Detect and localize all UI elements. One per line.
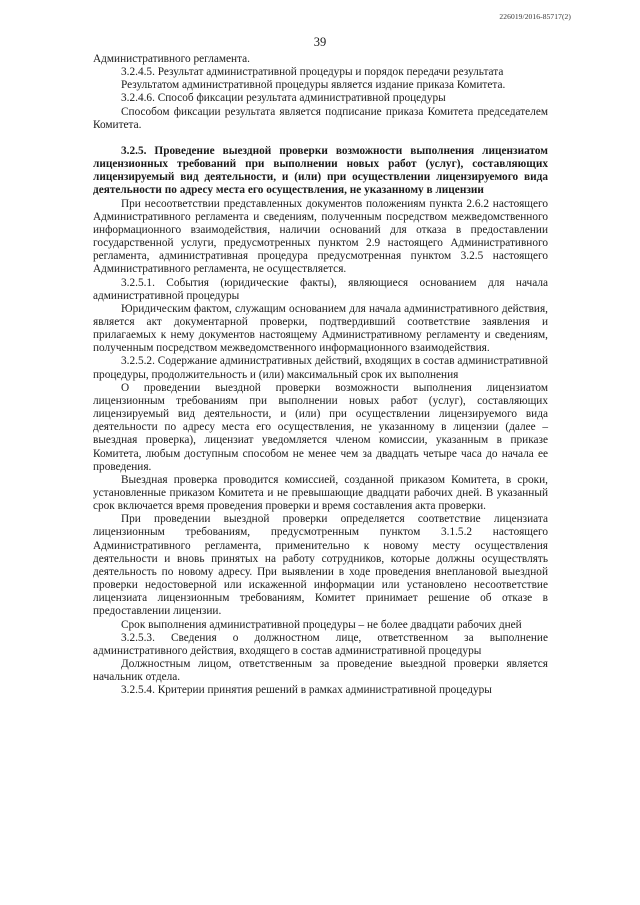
paragraph: 3.2.4.6. Способ фиксации результата административной процедуры <box>121 92 446 105</box>
document-body <box>93 53 548 698</box>
paragraph: Должностным лицом, ответственным за проведение выездной проверки является начальник отдела. <box>93 658 548 684</box>
paragraph: При проведении выездной проверки определяется соответствие лицензиата лицензионным требованиям, предусмотренным пунктом 3.1.5.2 настоящего Административного регламента, применительно к новому месту осуществления деятельности и вновь принятых на работу сотрудников, которые должны осуществлять деятельность по новому адресу. При выявлении в ходе проведения внеплановой выездной проверки недостоверной или искаженной информации или установлено несоответствие лицензиата лицензионным требованиям, Комитет принимает решение об отказе в предоставлении лицензии. <box>93 513 548 618</box>
paragraph: 3.2.5.4. Критерии принятия решений в рамках административной процедуры <box>121 684 492 697</box>
paragraph: Выездная проверка проводится комиссией, созданной приказом Комитета, в сроки, установленные приказом Комитета и не превышающие двадцати рабочих дней. В указанный срок включается время проведения проверки и время составления акта проверки. <box>93 473 548 513</box>
paragraph: Юридическим фактом, служащим основанием для начала административного действия, является акт документарной проверки, подтвердивший соответствие заявления и прилагаемых к нему документов настоящему Административному регламенту и сведениям, полученным посредством межведомственного информационного взаимодействия. <box>93 302 548 355</box>
paragraph-spacer <box>93 132 548 145</box>
paragraph: Срок выполнения административной процедуры – не более двадцати рабочих дней <box>121 618 522 631</box>
paragraph: Способом фиксации результата является подписание приказа Комитета председателем Комитета. <box>93 105 548 131</box>
paragraph: Результатом административной процедуры является издание приказа Комитета. <box>121 79 506 92</box>
paragraph: Административного регламента. <box>93 53 250 65</box>
page-number: 39 <box>313 35 327 49</box>
paragraph: 3.2.5.3. Сведения о должностном лице, ответственном за выполнение административного действия, входящего в состав административной процедуры <box>93 631 548 657</box>
paragraph: О проведении выездной проверки возможности выполнения лицензиатом лицензионным требованиям при выполнении новых работ (услуг), составляющих лицензируемый вид деятельности, и (или) при осуществлении лицензируемого вида деятельности по адресу места его осуществления, не указанному в лицензии (далее – выездная проверка), лицензиат уведомляется членом комиссии, указанным в приказе Комитета, любым доступным способом не менее чем за двадцать четыре часа до начала ее проведения. <box>93 381 548 473</box>
paragraph: 3.2.4.5. Результат административной процедуры и порядок передачи результата <box>121 66 504 79</box>
paragraph: 3.2.5.2. Содержание административных действий, входящих в состав административной процедуры, продолжительность и (или) максимальный срок их выполнения <box>93 355 548 381</box>
paragraph: При несоответствии представленных документов положениям пункта 2.6.2 настоящего Административного регламента и сведениям, полученным посредством межведомственного информационного взаимодействия, наличии оснований для отказа в предоставлении государственной услуги, предусмотренных пунктом 2.9 настоящего Административного регламента, административная процедура предусмотренная пунктом 3.2.5 настоящего Административного регламента, не осуществляется. <box>93 197 548 276</box>
section-heading: 3.2.5. Проведение выездной проверки возможности выполнения лицензиатом лицензионных требований при выполнении новых работ (услуг), составляющих лицензируемый вид деятельности, и (или) при осуществлении лицензируемого вида деятельности по адресу места его осуществления, не указанному в лицензии <box>93 144 548 197</box>
document-id: 226019/2016-85717(2) <box>499 12 571 21</box>
paragraph: 3.2.5.1. События (юридические факты), являющиеся основанием для начала административной процедуры <box>93 276 548 302</box>
